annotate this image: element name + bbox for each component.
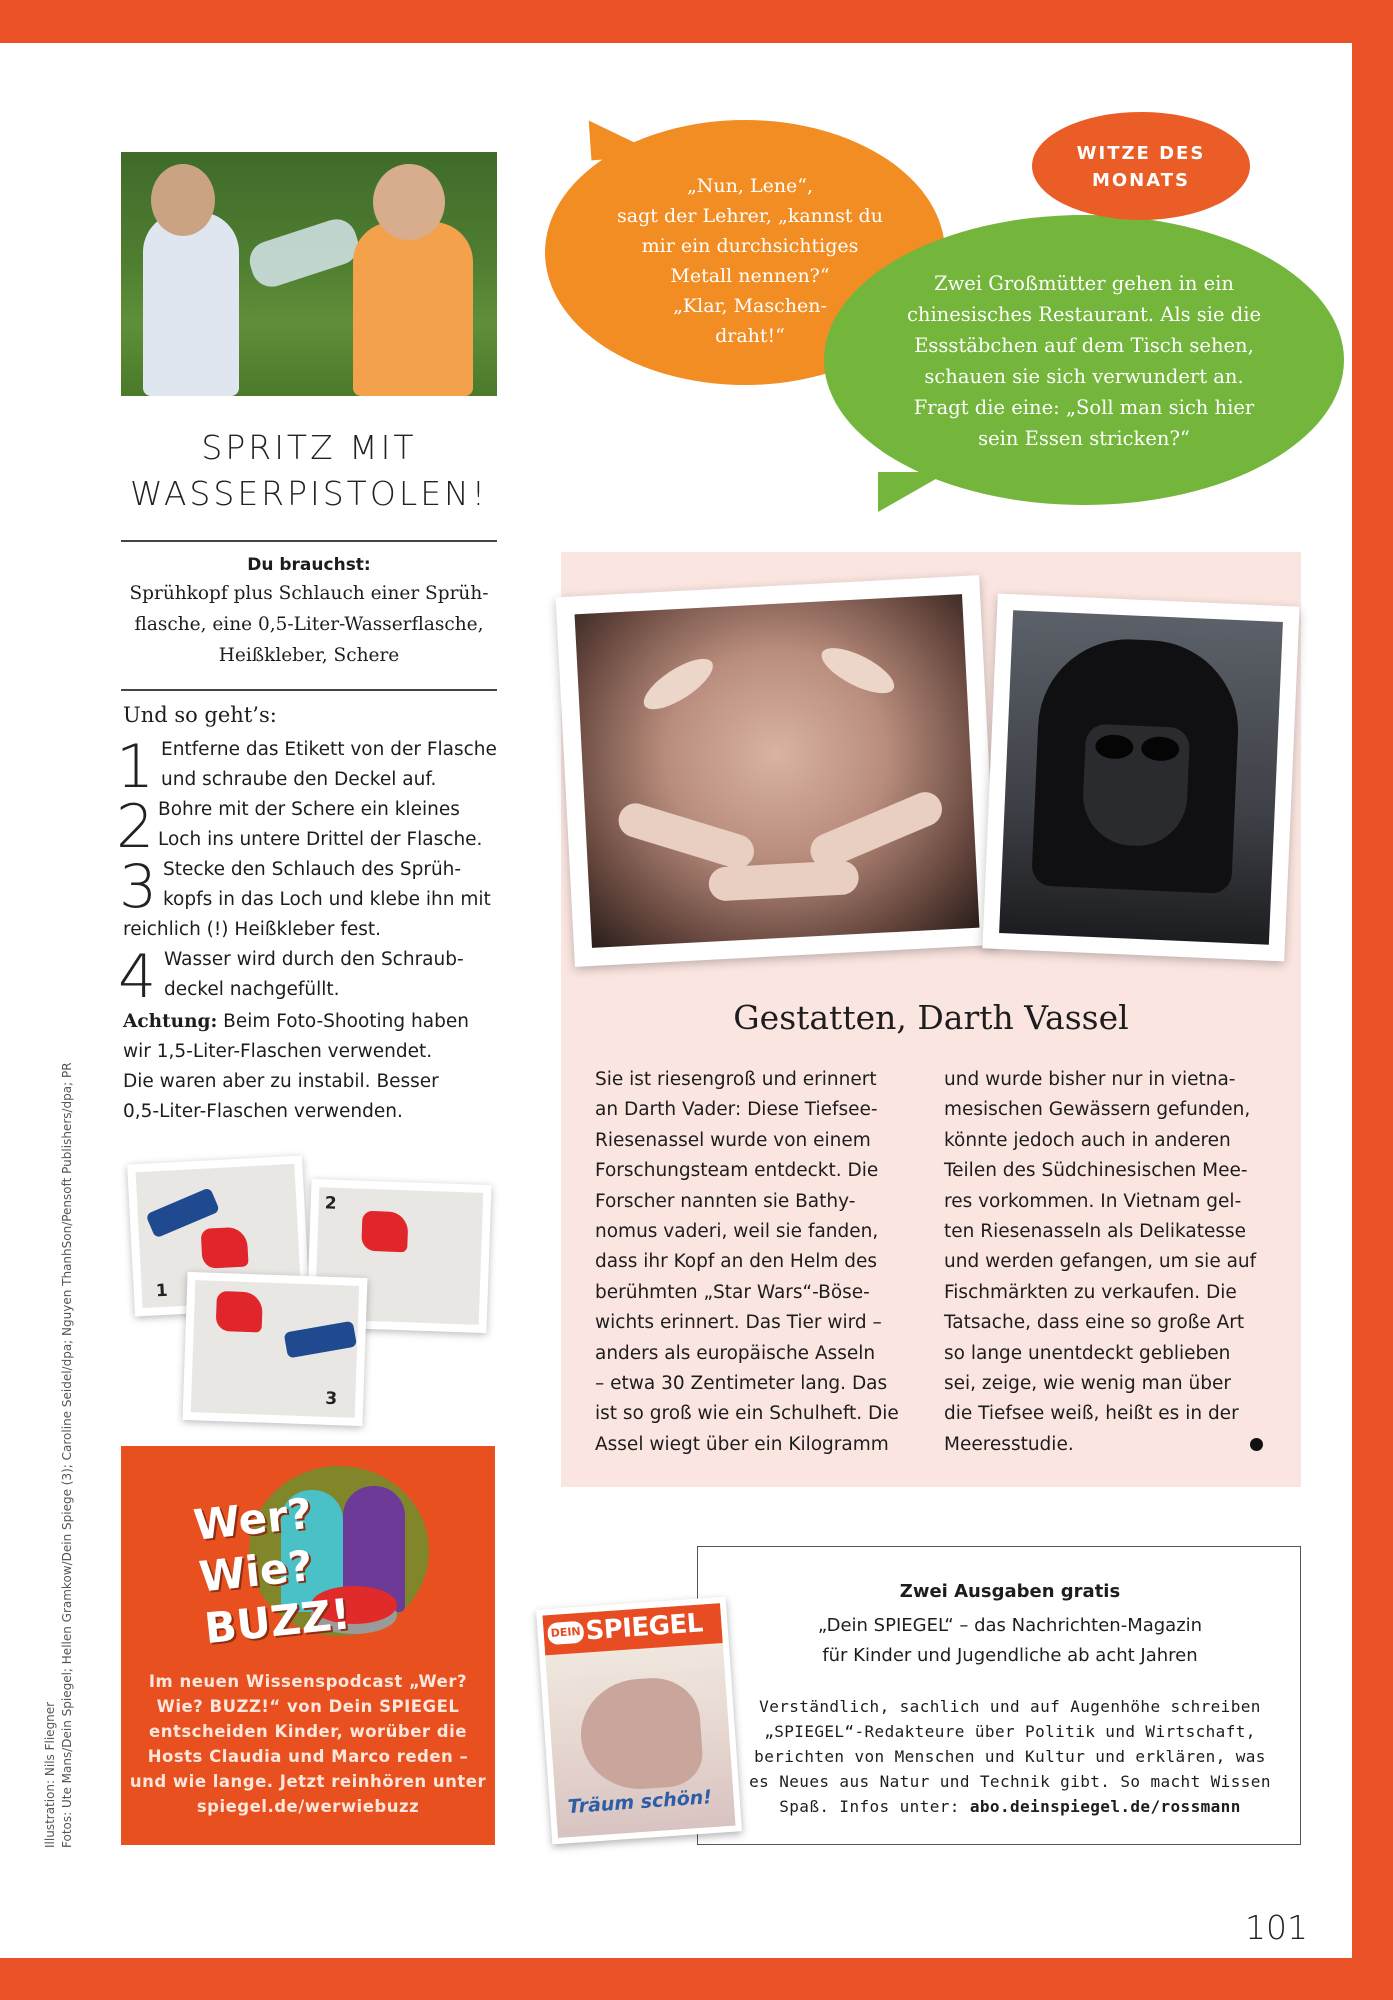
promo-sub-line: „Dein SPIEGEL“ – das Nachrichten-Magazin — [817, 1615, 1203, 1636]
spray-head-icon — [361, 1211, 408, 1253]
article-line: an Darth Vader: Diese Tiefsee- — [595, 1099, 878, 1121]
glue-gun-icon — [284, 1321, 357, 1359]
article-line: Riesenassel wurde von einem — [595, 1129, 871, 1151]
promo-subheading — [740, 1611, 1280, 1671]
article-line: Tatsache, dass eine so große Art — [944, 1312, 1245, 1334]
step-photo-label: 2 — [324, 1193, 337, 1214]
promo-line: „SPIEGEL“-Redakteure über Politik und Wirtschaft, — [764, 1722, 1256, 1741]
podcast-logo — [191, 1485, 353, 1655]
note-label: Achtung: — [123, 1011, 218, 1032]
isopod-leg — [805, 787, 947, 873]
article-line: nomus vaderi, weil sie fanden, — [595, 1221, 879, 1243]
giant-isopod-photo — [556, 575, 999, 967]
divider — [121, 689, 497, 691]
article-line: mesischen Gewässern gefunden, — [944, 1099, 1251, 1121]
photo-credits — [42, 1008, 78, 1848]
note-line: Die waren aber zu instabil. Besser — [123, 1071, 439, 1092]
joke-line: Essstäbchen auf dem Tisch sehen, — [914, 334, 1254, 357]
article-line: Assel wiegt über ein Kilogramm — [595, 1433, 889, 1455]
promo-link[interactable]: abo.deinspiegel.de/rossmann — [969, 1797, 1241, 1816]
step-number: 4 — [118, 942, 157, 1012]
joke-line: sagt der Lehrer, „kannst du — [617, 205, 883, 227]
isopod-leg — [708, 860, 860, 902]
step-photo-label: 3 — [324, 1388, 338, 1410]
article-end-mark — [1250, 1438, 1263, 1451]
magazine-cover-figure — [577, 1675, 704, 1793]
joke-line: Zwei Großmütter gehen in ein — [934, 272, 1234, 295]
note-line: Beim Foto-Shooting haben — [217, 1011, 469, 1032]
spray-head-icon — [216, 1291, 263, 1333]
article-line: ten Riesenasseln als Delikatesse — [944, 1221, 1247, 1243]
note-line: 0,5-Liter-Flaschen verwenden. — [123, 1101, 403, 1122]
promo-heading: Zwei Ausgaben gratis — [899, 1581, 1121, 1602]
water-pistol-kids-photo — [121, 152, 497, 396]
step-text — [123, 855, 503, 945]
joke-line: sein Essen stricken?“ — [978, 427, 1190, 450]
article-line: Forscher nannten sie Bathy- — [595, 1190, 856, 1212]
step-line: Stecke den Schlauch des Sprüh- — [163, 859, 462, 880]
spray-head-icon — [201, 1227, 249, 1269]
note — [123, 1007, 503, 1127]
podcast-line: und wie lange. Jetzt reinhören unter — [129, 1772, 487, 1791]
step-line: deckel nachgefüllt. — [164, 979, 340, 1000]
promo-line: Verständlich, sachlich und auf Augenhöhe schreiben — [759, 1697, 1261, 1716]
article-line: so lange unentdeckt geblieben — [944, 1342, 1231, 1364]
step-line: Bohre mit der Schere ein kleines — [158, 799, 460, 820]
howto-heading: Und so geht’s: — [123, 703, 277, 727]
article-line: Sie ist riesengroß und erinnert — [595, 1069, 877, 1090]
needs-line: Heißkleber, Schere — [218, 645, 400, 666]
needs-heading: Du brauchst: — [247, 555, 371, 575]
step-text — [158, 795, 482, 855]
joke-line: mir ein durchsichtiges — [641, 235, 859, 257]
step-line: reichlich (!) Heißkleber fest. — [123, 919, 382, 940]
podcast-line: entscheiden Kinder, worüber die — [149, 1722, 467, 1741]
step-text — [161, 735, 497, 795]
step-number: 1 — [116, 732, 155, 802]
article-title: Gestatten, Darth Vassel — [733, 998, 1129, 1037]
promo-line: es Neues aus Natur und Technik gibt. So macht Wissen — [749, 1772, 1271, 1791]
joke-line: chinesisches Restaurant. Als sie die — [906, 303, 1262, 326]
podcast-link[interactable]: spiegel.de/werwiebuzz — [196, 1797, 420, 1816]
article-line: – etwa 30 Zentimeter lang. Das — [595, 1373, 888, 1395]
divider — [121, 540, 497, 542]
witze-des-monats-badge — [1032, 112, 1250, 220]
joke-line: draht!“ — [715, 325, 785, 347]
step-photo-label: 1 — [155, 1280, 169, 1302]
step-line: Loch ins untere Drittel der Flasche. — [158, 829, 483, 850]
joke-2 — [854, 268, 1314, 454]
promo-line: berichten von Menschen und Kultur und erklären, was — [754, 1747, 1266, 1766]
step-line: kopfs in das Loch und klebe ihn mit — [163, 889, 491, 910]
magazine-name: SPIEGEL — [584, 1608, 704, 1647]
note-line: wir 1,5-Liter-Flaschen verwendet. — [123, 1041, 433, 1062]
joke-line: „Klar, Maschen- — [673, 295, 827, 317]
isopod-image — [575, 594, 980, 948]
article-line: dass ihr Kopf an den Helm des — [595, 1251, 878, 1273]
credit-line: Fotos: Ute Mans/Dein Spiegel; Hellen Gramkow/Dein Spiege (3); Caroline Seidel/dpa; Nguyen ThanhSon/Pensoft Publishers/dpa; PR — [60, 1062, 74, 1848]
joke-line: Fragt die eine: „Soll man sich hier — [913, 396, 1255, 419]
diy-title — [121, 425, 497, 517]
credit-line: Illustration: Nils Fliegner — [43, 1701, 57, 1848]
article-line: und werden gefangen, um sie auf — [944, 1251, 1257, 1273]
isopod-leg — [614, 799, 758, 872]
boy-figure — [353, 222, 473, 396]
article-line: res vorkommen. In Vietnam gel- — [944, 1190, 1242, 1212]
article-line: berühmten „Star Wars“-Böse- — [595, 1281, 870, 1303]
podcast-text — [121, 1669, 495, 1819]
step-line: Wasser wird durch den Schraub- — [164, 949, 464, 970]
joke-line: „Nun, Lene“, — [686, 175, 814, 197]
article-column-left — [595, 1065, 925, 1460]
promo-line: Spaß. Infos unter: — [779, 1797, 970, 1816]
diy-title-line2: WASSERPISTOLEN! — [130, 474, 488, 513]
article-column-right — [944, 1065, 1274, 1460]
page-number: 101 — [1245, 1908, 1308, 1947]
magazine-dein-label: DEIN — [547, 1621, 584, 1645]
vader-image — [999, 610, 1283, 944]
podcast-logo-line: Wie? — [196, 1540, 315, 1602]
needs-text — [121, 578, 497, 671]
magazine-cover-image — [542, 1603, 735, 1838]
step-text — [164, 945, 464, 1005]
isopod-antenna — [815, 639, 900, 702]
article-line: Meeresstudie. — [944, 1433, 1074, 1455]
article-line: und wurde bisher nur in vietna- — [944, 1069, 1236, 1090]
article-line: Teilen des Südchinesischen Mee- — [944, 1160, 1248, 1182]
diy-title-line1: SPRITZ MIT — [201, 428, 417, 467]
darth-vader-photo — [982, 594, 1299, 962]
joke-line: schauen sie sich verwundert an. — [924, 365, 1244, 388]
article-line: wichts erinnert. Das Tier wird – — [595, 1312, 882, 1334]
step-number: 2 — [116, 792, 155, 862]
magazine-cover-headline: Träum schön! — [567, 1786, 713, 1819]
joke-line: Metall nennen?“ — [670, 265, 830, 287]
page-border-top — [0, 0, 1393, 43]
badge-line: WITZE DES — [1076, 143, 1206, 164]
article-line: Fischmärkten zu verkaufen. Die — [944, 1281, 1237, 1303]
podcast-ad[interactable] — [121, 1446, 495, 1845]
podcast-line: Hosts Claudia und Marco reden – — [147, 1747, 469, 1766]
green-bubble-tail — [878, 472, 948, 512]
article-line: ist so groß wie ein Schulheft. Die — [595, 1403, 899, 1425]
needs-line: Sprühkopf plus Schlauch einer Sprüh- — [129, 583, 489, 604]
podcast-logo-line: Wer? — [191, 1488, 315, 1550]
page-border-right — [1352, 0, 1393, 2000]
article-line: anders als europäische Asseln — [595, 1342, 876, 1364]
step-line: Entferne das Etikett von der Flasche — [161, 739, 497, 760]
article-line: die Tiefsee weiß, heißt es in der — [944, 1403, 1239, 1425]
step-number: 3 — [119, 852, 158, 922]
podcast-line: Im neuen Wissenspodcast „Wer? — [148, 1672, 468, 1691]
step-photo-3 — [182, 1272, 367, 1426]
article-line: sei, zeige, wie wenig man über — [944, 1373, 1231, 1395]
podcast-logo-line: BUZZ! — [202, 1589, 353, 1654]
page-border-bottom — [0, 1958, 1393, 2000]
girl-head — [151, 164, 215, 236]
needs-line: flasche, eine 0,5-Liter-Wasserflasche, — [134, 614, 484, 635]
podcast-line: Wie? BUZZ!“ von Dein SPIEGEL — [156, 1697, 460, 1716]
girl-figure — [143, 212, 239, 396]
badge-line: MONATS — [1091, 170, 1191, 191]
step-line: und schraube den Deckel auf. — [161, 769, 437, 790]
boy-head — [373, 164, 445, 240]
promo-body — [740, 1694, 1280, 1819]
article-line: könnte jedoch auch in anderen — [944, 1129, 1231, 1151]
water-bottle — [245, 214, 364, 292]
isopod-antenna — [637, 650, 720, 719]
promo-sub-line: für Kinder und Jugendliche ab acht Jahren — [822, 1645, 1198, 1666]
magazine-cover — [536, 1597, 742, 1845]
article-line: Forschungsteam entdeckt. Die — [595, 1160, 879, 1182]
